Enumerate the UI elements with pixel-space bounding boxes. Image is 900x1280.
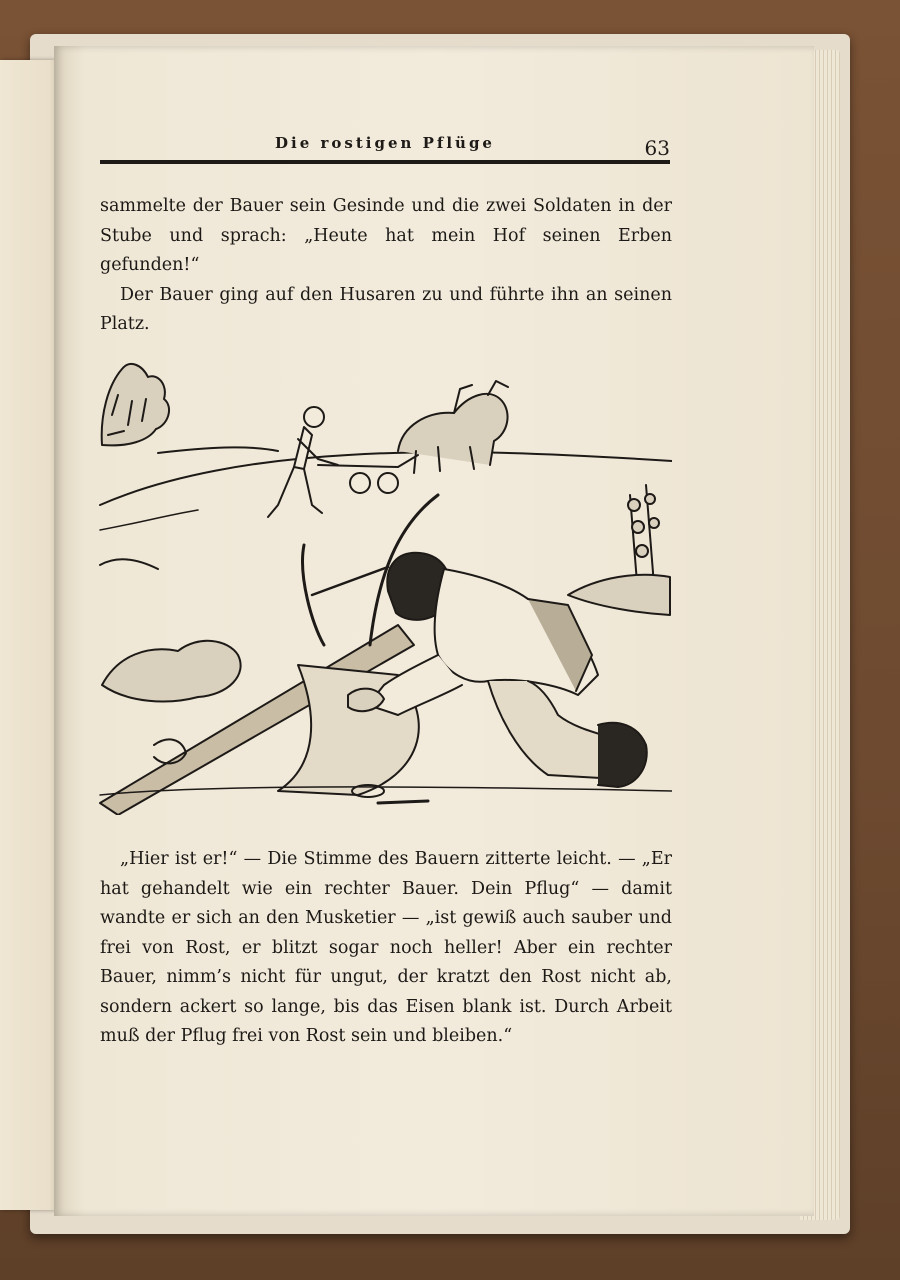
chapter-title: Die rostigen Pflüge bbox=[275, 134, 495, 152]
text-block-top bbox=[100, 192, 672, 340]
running-head bbox=[100, 124, 670, 174]
paragraph: Der Bauer ging auf den Husaren zu und führte ihn an seinen Platz. bbox=[100, 284, 672, 334]
plowing-farmer-illustration bbox=[98, 355, 672, 815]
header-rule bbox=[100, 160, 670, 164]
paragraph: „Hier ist er!“ — Die Stimme des Bauern zitterte leicht. — „Er hat gehandelt wie ein rechter Bauer. Dein Pflug“ — damit wandte er sich an den Musketier — „ist gewiß auch sauber und frei von Rost, er blitzt sogar noch heller! Aber ein rechter Bauer, nimm’s nicht für ungut, der kratzt den Rost nicht ab, sondern ackert so lange, bis das Eisen blank ist. Durch Arbeit muß der Pflug frei von Rost sein und bleiben.“ bbox=[100, 849, 672, 1046]
text-block-bottom bbox=[100, 845, 672, 1052]
paragraph: sammelte der Bauer sein Gesinde und die zwei Soldaten in der Stube und sprach: „Heute hat mein Hof seinen Erben gefunden!“ bbox=[100, 196, 672, 275]
page-number: 63 bbox=[644, 136, 670, 160]
left-page-edge bbox=[0, 60, 62, 1210]
